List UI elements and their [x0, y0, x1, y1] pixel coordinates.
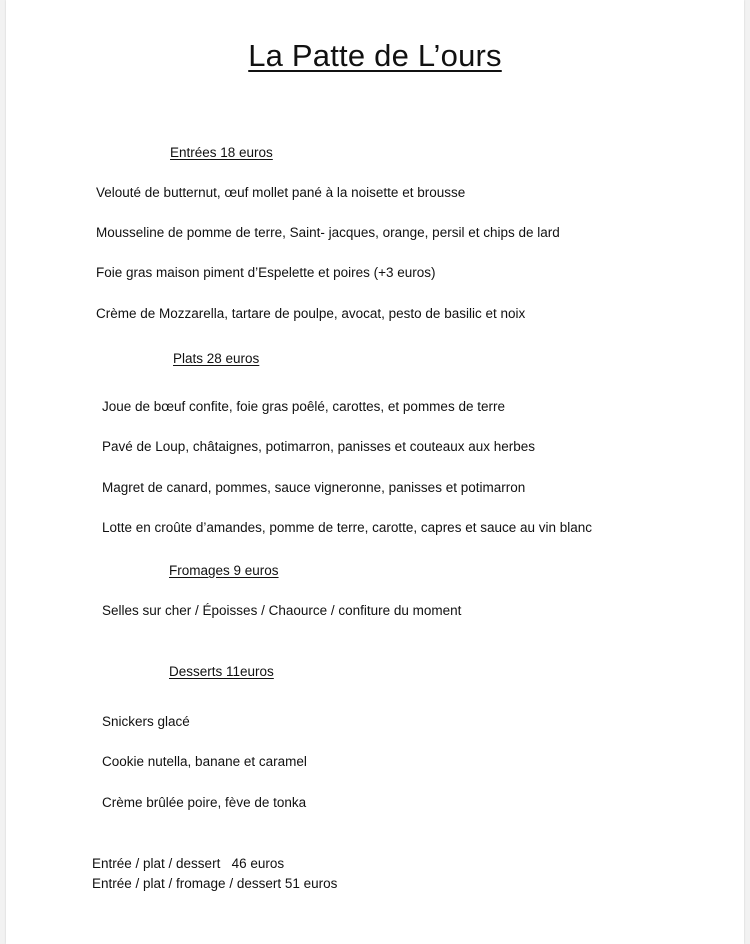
menu-item: Snickers glacé — [102, 714, 190, 729]
menu-item: Lotte en croûte d’amandes, pomme de terre, carotte, capres et sauce au vin blanc — [102, 520, 593, 535]
menu-item: Crème brûlée poire, fève de tonka — [102, 795, 307, 810]
section-heading-plats: Plats 28 euros — [173, 351, 260, 366]
section-heading-entrees: Entrées 18 euros — [170, 145, 273, 160]
formula-line: Entrée / plat / fromage / dessert 51 euros — [92, 876, 338, 891]
menu-page — [6, 0, 744, 944]
menu-item: Selles sur cher / Époisses / Chaource / confiture du moment — [102, 603, 462, 618]
menu-item: Joue de bœuf confite, foie gras poêlé, carottes, et pommes de terre — [102, 399, 505, 414]
menu-item: Magret de canard, pommes, sauce vigneronne, panisses et potimarron — [102, 480, 526, 495]
menu-item: Cookie nutella, banane et caramel — [102, 754, 307, 769]
menu-item: Foie gras maison piment d’Espelette et poires (+3 euros) — [96, 265, 436, 280]
menu-item: Crème de Mozzarella, tartare de poulpe, avocat, pesto de basilic et noix — [96, 306, 526, 321]
section-heading-fromages: Fromages 9 euros — [169, 563, 279, 578]
menu-item: Mousseline de pomme de terre, Saint- jacques, orange, persil et chips de lard — [96, 225, 560, 240]
formula-line: Entrée / plat / dessert 46 euros — [92, 856, 285, 871]
menu-item: Velouté de butternut, œuf mollet pané à la noisette et brousse — [96, 185, 466, 200]
section-heading-desserts: Desserts 11euros — [169, 664, 274, 679]
menu-title: La Patte de L’ours — [248, 38, 502, 73]
menu-item: Pavé de Loup, châtaignes, potimarron, panisses et couteaux aux herbes — [102, 439, 536, 454]
